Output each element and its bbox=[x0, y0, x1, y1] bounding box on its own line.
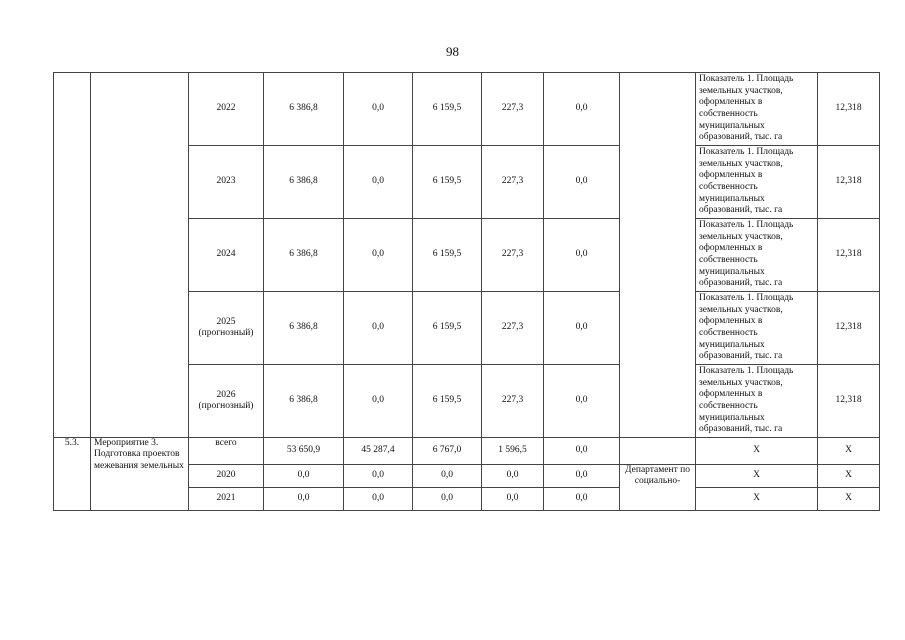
indicator-cell: Показатель 1. Площадь земельных участков, оформленных в собственность муниципальных образований, тыс. га bbox=[696, 219, 818, 292]
indicator-value-cell: 12,318 bbox=[818, 219, 880, 292]
indicator-value-cell: 12,318 bbox=[818, 365, 880, 438]
amount-cell: 227,3 bbox=[482, 73, 544, 146]
section-name-cell: Мероприятие 3. Подготовка проектов межевания земельных bbox=[91, 438, 189, 511]
amount-cell: 0,0 bbox=[544, 465, 620, 488]
amount-cell: 0,0 bbox=[344, 292, 413, 365]
amount-cell: 227,3 bbox=[482, 292, 544, 365]
program-table bbox=[53, 72, 880, 511]
empty-name-cell bbox=[91, 73, 189, 438]
total-cell: 53 650,9 bbox=[264, 438, 344, 465]
amount-cell: 6 159,5 bbox=[413, 365, 482, 438]
total-cell: 6 386,8 bbox=[264, 219, 344, 292]
year-cell: 2023 bbox=[189, 146, 264, 219]
amount-cell: 6 159,5 bbox=[413, 219, 482, 292]
indicator-cell: Показатель 1. Площадь земельных участков, оформленных в собственность муниципальных образований, тыс. га bbox=[696, 73, 818, 146]
responsible-cell: Департамент по социально- bbox=[620, 465, 696, 511]
amount-cell: 0,0 bbox=[544, 219, 620, 292]
amount-cell: 0,0 bbox=[413, 488, 482, 511]
indicator-cell: X bbox=[696, 438, 818, 465]
amount-cell: 6 767,0 bbox=[413, 438, 482, 465]
amount-cell: 0,0 bbox=[344, 365, 413, 438]
indicator-value-cell: X bbox=[818, 465, 880, 488]
year-cell: 2020 bbox=[189, 465, 264, 488]
amount-cell: 0,0 bbox=[344, 146, 413, 219]
total-cell: 6 386,8 bbox=[264, 292, 344, 365]
amount-cell: 0,0 bbox=[344, 73, 413, 146]
section-number-cell: 5.3. bbox=[54, 438, 91, 511]
empty-responsible-cell bbox=[620, 438, 696, 465]
amount-cell: 6 159,5 bbox=[413, 292, 482, 365]
amount-cell: 6 159,5 bbox=[413, 146, 482, 219]
year-cell: 2024 bbox=[189, 219, 264, 292]
amount-cell: 0,0 bbox=[482, 465, 544, 488]
amount-cell: 227,3 bbox=[482, 365, 544, 438]
year-cell: всего bbox=[189, 438, 264, 465]
amount-cell: 0,0 bbox=[544, 146, 620, 219]
indicator-cell: X bbox=[696, 488, 818, 511]
amount-cell: 227,3 bbox=[482, 146, 544, 219]
empty-number-cell bbox=[54, 73, 91, 438]
total-cell: 6 386,8 bbox=[264, 146, 344, 219]
indicator-cell: Показатель 1. Площадь земельных участков, оформленных в собственность муниципальных образований, тыс. га bbox=[696, 292, 818, 365]
page-number: 98 bbox=[446, 44, 459, 59]
indicator-value-cell: 12,318 bbox=[818, 146, 880, 219]
total-cell: 0,0 bbox=[264, 488, 344, 511]
amount-cell: 0,0 bbox=[344, 219, 413, 292]
year-cell: 2021 bbox=[189, 488, 264, 511]
indicator-cell: X bbox=[696, 465, 818, 488]
amount-cell: 45 287,4 bbox=[344, 438, 413, 465]
amount-cell: 0,0 bbox=[544, 365, 620, 438]
year-cell: 2022 bbox=[189, 73, 264, 146]
table-row bbox=[54, 73, 880, 146]
amount-cell: 0,0 bbox=[544, 73, 620, 146]
amount-cell: 0,0 bbox=[544, 292, 620, 365]
indicator-cell: Показатель 1. Площадь земельных участков, оформленных в собственность муниципальных образований, тыс. га bbox=[696, 365, 818, 438]
amount-cell: 6 159,5 bbox=[413, 73, 482, 146]
indicator-value-cell: 12,318 bbox=[818, 73, 880, 146]
table-row bbox=[54, 438, 880, 465]
amount-cell: 0,0 bbox=[344, 488, 413, 511]
indicator-cell: Показатель 1. Площадь земельных участков, оформленных в собственность муниципальных образований, тыс. га bbox=[696, 146, 818, 219]
amount-cell: 0,0 bbox=[482, 488, 544, 511]
total-cell: 0,0 bbox=[264, 465, 344, 488]
indicator-value-cell: X bbox=[818, 488, 880, 511]
empty-responsible-cell bbox=[620, 73, 696, 438]
amount-cell: 227,3 bbox=[482, 219, 544, 292]
indicator-value-cell: X bbox=[818, 438, 880, 465]
amount-cell: 0,0 bbox=[544, 438, 620, 465]
year-cell: 2026 (прогнозный) bbox=[189, 365, 264, 438]
amount-cell: 0,0 bbox=[413, 465, 482, 488]
total-cell: 6 386,8 bbox=[264, 365, 344, 438]
amount-cell: 1 596,5 bbox=[482, 438, 544, 465]
indicator-value-cell: 12,318 bbox=[818, 292, 880, 365]
amount-cell: 0,0 bbox=[544, 488, 620, 511]
amount-cell: 0,0 bbox=[344, 465, 413, 488]
year-cell: 2025 (прогнозный) bbox=[189, 292, 264, 365]
total-cell: 6 386,8 bbox=[264, 73, 344, 146]
